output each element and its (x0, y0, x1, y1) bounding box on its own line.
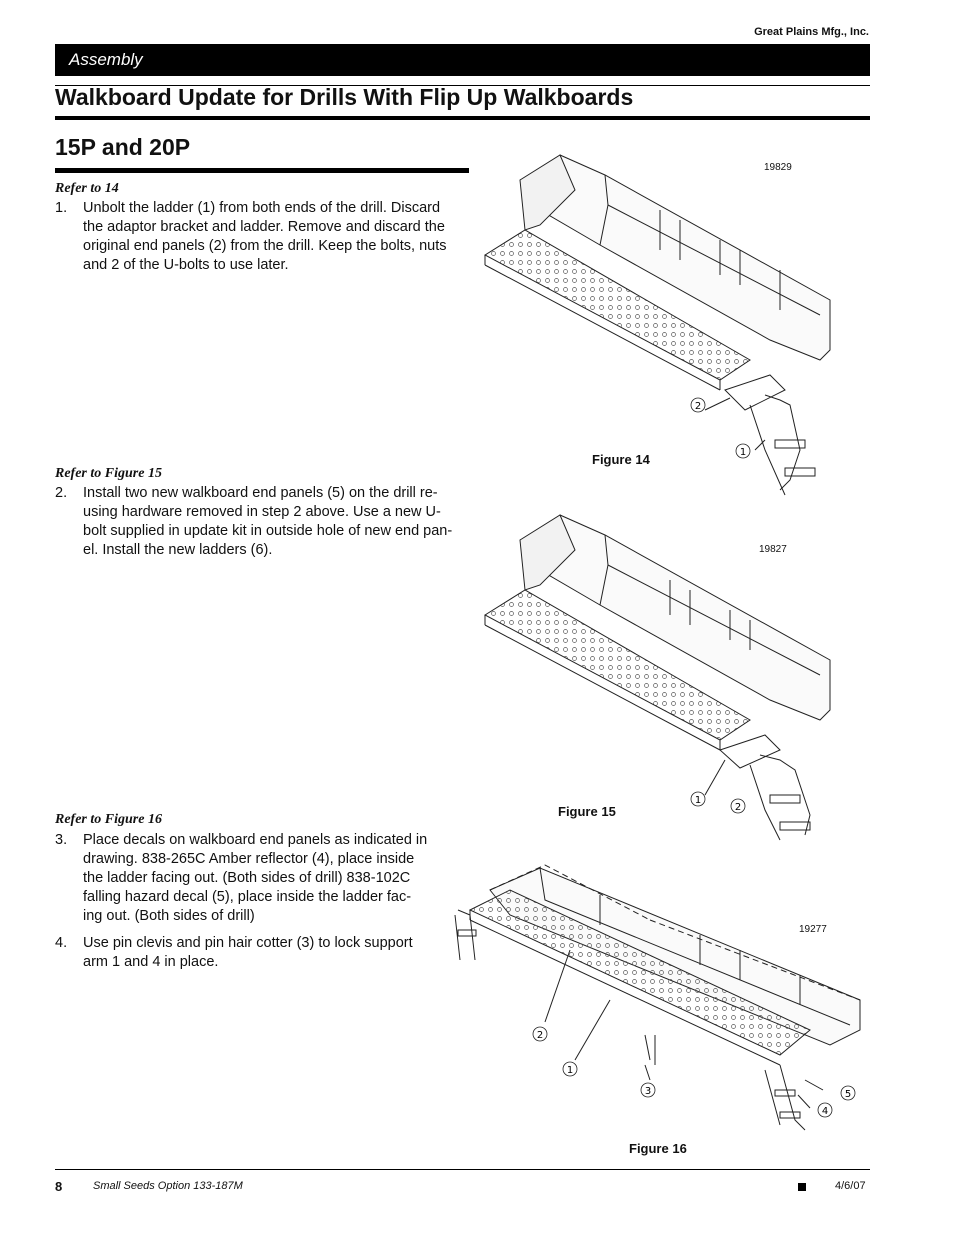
step-number: 4. (55, 935, 68, 951)
callout-1: 1 (566, 1065, 574, 1076)
step-line: Install two new walkboard end panels (5) on the drill re- (83, 485, 438, 501)
callout-5: 5 (844, 1089, 852, 1100)
callout-3: 3 (644, 1086, 652, 1097)
callout-1: 1 (694, 795, 702, 806)
callout-1: 1 (739, 447, 747, 458)
title-rule (55, 116, 870, 120)
step-line: Place decals on walkboard end panels as indicated in (83, 832, 428, 848)
step-line: Use pin clevis and pin hair cotter (3) to lock support (83, 935, 413, 951)
figure-14-drawing (480, 150, 870, 500)
refer-figure-15: Refer to Figure 15 (55, 466, 162, 481)
figure-14-number: 19829 (764, 162, 792, 173)
step-number: 3. (55, 832, 68, 848)
figure-16-caption: Figure 16 (629, 1141, 687, 1156)
refer-figure-16: Refer to Figure 16 (55, 812, 162, 827)
step-line: Unbolt the ladder (1) from both ends of the drill. Discard (83, 200, 441, 216)
page-number: 8 (55, 1179, 63, 1194)
step-line: bolt supplied in update kit in outside hole of new end pan- (83, 523, 453, 539)
figure-15-number: 19827 (759, 544, 787, 555)
callout-2: 2 (536, 1030, 544, 1041)
step-number: 2. (55, 485, 68, 501)
figure-15-drawing (480, 510, 870, 850)
figure-14-caption: Figure 14 (592, 452, 650, 467)
step-line: and 2 of the U-bolts to use later. (83, 257, 289, 273)
step-4 (55, 934, 475, 974)
refer-figure-14: Refer to 14 (55, 181, 119, 196)
step-line: the adaptor bracket and ladder. Remove and discard the (83, 219, 445, 235)
page-title: Walkboard Update for Drills With Flip Up Walkboards (55, 84, 634, 110)
figure-15-caption: Figure 15 (558, 804, 616, 819)
subtitle: 15P and 20P (55, 134, 191, 160)
step-2 (55, 484, 475, 564)
section-label: Assembly (69, 50, 143, 69)
figure-16-drawing (450, 860, 870, 1140)
company-name: Great Plains Mfg., Inc. (754, 26, 869, 38)
step-line: drawing. 838-265C Amber reflector (4), place inside (83, 851, 415, 867)
step-line: the ladder facing out. (Both sides of drill) 838-102C (83, 870, 411, 886)
step-line: el. Install the new ladders (6). (83, 542, 273, 558)
step-line: falling hazard decal (5), place inside the ladder fac- (83, 889, 412, 905)
step-1 (55, 199, 475, 279)
callout-4: 4 (821, 1106, 829, 1117)
footer-rule (55, 1169, 870, 1170)
step-line: arm 1 and 4 in place. (83, 954, 219, 970)
subtitle-rule (55, 168, 469, 173)
step-3 (55, 831, 475, 931)
section-bar (55, 44, 870, 76)
square-icon (798, 1183, 806, 1191)
callout-2: 2 (694, 401, 702, 412)
step-line: ing out. (Both sides of drill) (83, 908, 255, 924)
step-number: 1. (55, 200, 68, 216)
document-name: Small Seeds Option 133-187M (93, 1180, 243, 1192)
figure-16-number: 19277 (799, 924, 827, 935)
date: 4/6/07 (835, 1180, 866, 1192)
step-line: using hardware removed in step 2 above. Use a new U- (83, 504, 441, 520)
step-line: original end panels (2) from the drill. Keep the bolts, nuts (83, 238, 447, 254)
callout-2: 2 (734, 802, 742, 813)
